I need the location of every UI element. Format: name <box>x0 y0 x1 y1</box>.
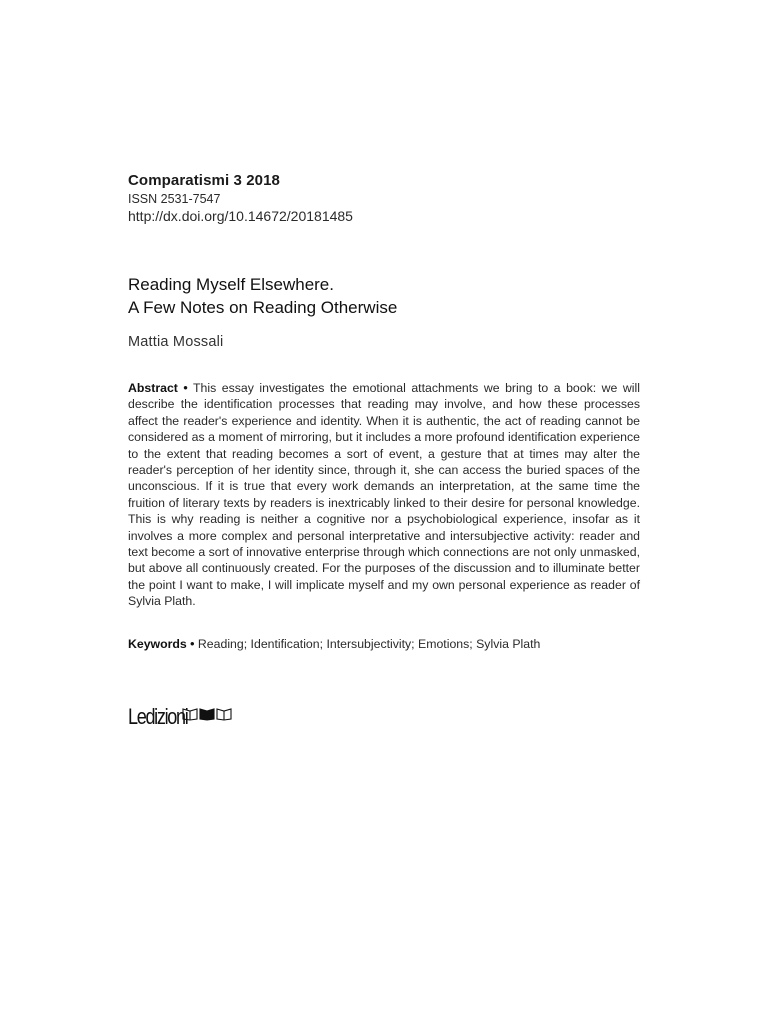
keywords <box>128 636 640 653</box>
doi-link[interactable]: http://dx.doi.org/10.14672/20181485 <box>128 208 353 224</box>
article-title <box>128 273 397 319</box>
issn: ISSN 2531-7547 <box>128 192 221 206</box>
abstract-label: Abstract • <box>128 381 188 395</box>
open-book-icon <box>182 707 234 726</box>
abstract-text: This essay investigates the emotional attachments we bring to a book: we will describe the identification processes that reading may involve, and how these processes affect the reader's experience and identity. When it is authentic, the act of reading cannot be considered as a moment of mirroring, but it includes a more profound identification experience to the extent that reading becomes a sort of event, a gesture that at times may alter the reader's perception of her identity since, through it, she can access the buried spaces of the unconscious. If it is true that every work demands an interpretation, at the same time the fruition of literary texts by readers is inextricably linked to their desire for personal knowledge. This is why reading is neither a cognitive nor a psychobiological experience, insofar as it involves a more complex and personal interpretative and intersubjective activity: reader and text become a sort of innovative enterprise through which connections are not only unmasked, but above all continuously created. For the purposes of the discussion and to illuminate better the point I want to make, I will implicate myself and my own personal experience as reader of Sylvia Plath. <box>128 381 640 609</box>
author-name: Mattia Mossali <box>128 334 224 350</box>
title-line-2: A Few Notes on Reading Otherwise <box>128 298 398 317</box>
publisher-name: Ledizioni <box>128 704 188 729</box>
publisher-logo <box>128 701 234 729</box>
journal-info <box>128 171 353 225</box>
journal-name: Comparatismi 3 2018 <box>128 172 280 189</box>
title-line-1: Reading Myself Elsewhere. <box>128 275 334 294</box>
abstract <box>128 380 640 610</box>
keywords-text: Reading; Identification; Intersubjectivity; Emotions; Sylvia Plath <box>197 637 541 651</box>
keywords-label: Keywords • <box>128 637 195 651</box>
